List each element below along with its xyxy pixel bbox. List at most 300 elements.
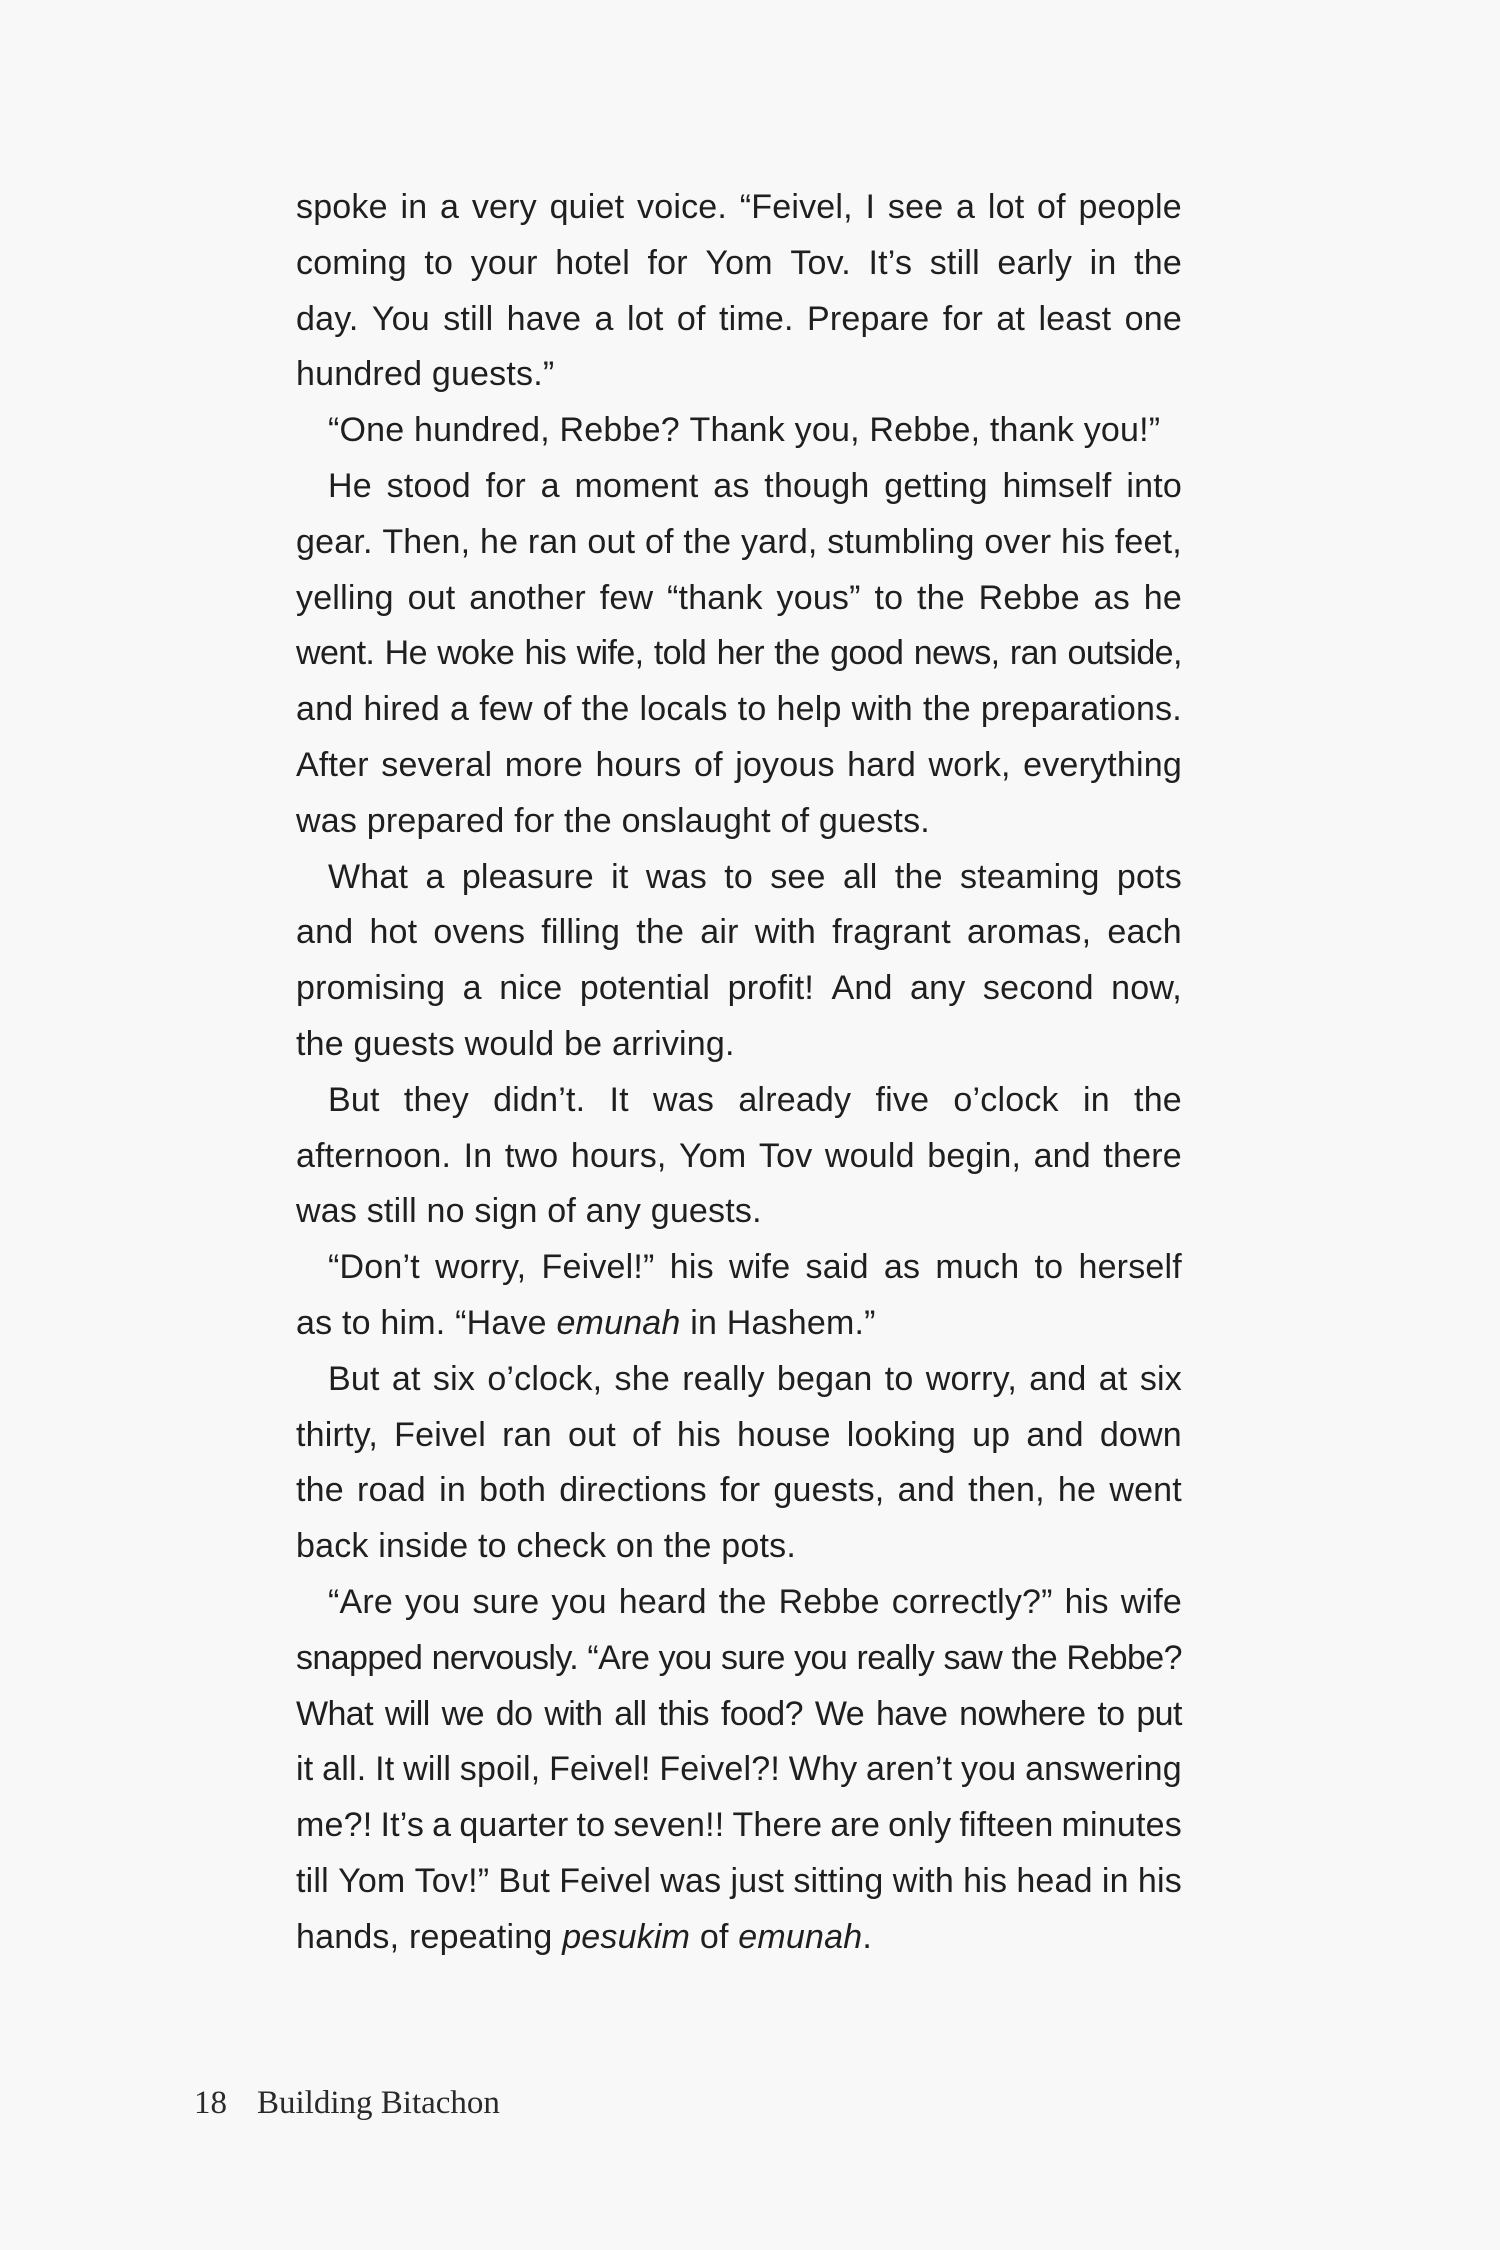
word: was (645, 857, 707, 896)
word: ran (502, 1415, 552, 1454)
word: hands, (296, 1917, 400, 1956)
word: Feivel (394, 1415, 487, 1454)
word: his (676, 1415, 721, 1454)
word: profit! (727, 969, 815, 1008)
word: another (469, 578, 586, 617)
word: It (375, 1750, 395, 1789)
word: feet, (1114, 522, 1182, 561)
word: worry, (435, 1248, 527, 1287)
word: It’s (868, 243, 913, 282)
word: see (887, 188, 944, 226)
text-line (296, 1519, 1182, 1575)
word: voice. (637, 188, 728, 226)
word: would (824, 1136, 915, 1175)
word: went. (296, 634, 375, 673)
word: the (718, 1582, 767, 1621)
word: Rebbe (978, 578, 1080, 617)
word: for (485, 466, 526, 505)
word: thank (989, 411, 1075, 450)
word: really (856, 1638, 935, 1677)
word: still (366, 1192, 417, 1231)
word: the (296, 1024, 344, 1063)
word: aromas, (967, 913, 1092, 952)
word: food? (720, 1694, 803, 1733)
word: out (568, 1415, 616, 1454)
word: emunah. (738, 1917, 873, 1956)
word: began (776, 1359, 873, 1398)
word: do (495, 1694, 533, 1733)
word: “Have (455, 1303, 547, 1342)
word: In (463, 1136, 493, 1175)
word: onslaught (621, 801, 771, 840)
text-line (296, 738, 1182, 794)
text-line (296, 180, 1182, 236)
text-line (296, 1742, 1182, 1798)
word: pots (1116, 857, 1182, 896)
word: potential (579, 969, 711, 1008)
word: him. (380, 1303, 446, 1342)
word: pleasure (461, 857, 594, 896)
word: we (441, 1694, 484, 1733)
text-line (296, 347, 1182, 403)
word: news, (913, 634, 1000, 673)
word: few (479, 690, 533, 729)
word: still (443, 299, 494, 338)
word: see (770, 857, 826, 896)
word: Rebbe, (869, 411, 981, 450)
word: of (693, 745, 723, 784)
word: Yom (338, 1861, 406, 1900)
word: though (764, 466, 870, 505)
word: five (875, 1080, 930, 1119)
word: will (384, 1694, 430, 1733)
word: are (830, 1806, 881, 1845)
word: Yom (679, 1136, 747, 1175)
word: Thank (689, 411, 785, 450)
word: you, (794, 411, 860, 450)
word: fifteen (959, 1806, 1054, 1845)
word: Rebbe (778, 1582, 880, 1621)
word: We (814, 1694, 865, 1733)
word: emunah (556, 1303, 681, 1342)
word: afternoon. (296, 1136, 452, 1175)
word: very (471, 188, 537, 226)
word: yous” (776, 578, 861, 617)
word: least (1038, 299, 1112, 338)
word: no (426, 1192, 465, 1231)
word: all (842, 857, 878, 896)
word: hot (369, 913, 418, 952)
word: “One (328, 411, 405, 450)
text-line (296, 1184, 1182, 1240)
word: out (587, 522, 636, 561)
word: to (1097, 1694, 1125, 1733)
word: over (984, 522, 1052, 561)
word: at (1098, 1359, 1128, 1398)
word: for (719, 1471, 761, 1510)
page-footer (194, 2085, 500, 2122)
word: up (972, 1415, 1011, 1454)
word: his (669, 1248, 714, 1287)
word: You (371, 299, 430, 338)
word: “Are (587, 1638, 650, 1677)
word: and (296, 690, 354, 729)
word: But (328, 1080, 380, 1119)
word: a (956, 188, 976, 226)
word: It (609, 1080, 629, 1119)
body-text (296, 180, 1182, 1966)
word: was (660, 1861, 722, 1900)
text-line (296, 626, 1182, 682)
word: much (935, 1248, 1020, 1287)
word: “Don’t (328, 1248, 420, 1287)
text-line (296, 292, 1182, 348)
word: directions (559, 1471, 707, 1510)
text-line (296, 1463, 1182, 1519)
word: then, (968, 1471, 1045, 1510)
word: a (440, 188, 460, 226)
word: his (524, 634, 567, 673)
word: really (682, 1359, 765, 1398)
word: But (498, 1861, 551, 1900)
word: woke (437, 634, 515, 673)
word: stumbling (827, 522, 975, 561)
text-line (296, 403, 1182, 459)
word: of (631, 1415, 661, 1454)
word: the (636, 913, 685, 952)
text-line (296, 1017, 1182, 1073)
word: you (658, 1638, 712, 1677)
word: would (464, 1024, 555, 1063)
word: o’clock, (487, 1359, 603, 1398)
word: Feivel!” (541, 1248, 655, 1287)
word: nice (499, 969, 563, 1008)
text-line (296, 1073, 1182, 1129)
word: your (470, 243, 538, 282)
word: any (910, 969, 966, 1008)
word: at (391, 1359, 421, 1398)
text-line (296, 850, 1182, 906)
word: still (929, 243, 980, 282)
word: you (960, 1750, 1017, 1789)
word: sitting (793, 1861, 884, 1900)
word: spoke (296, 188, 388, 226)
word: correctly?” (891, 1582, 1053, 1621)
word: each (1107, 913, 1182, 952)
word: seven!! (613, 1806, 725, 1845)
word: coming (296, 243, 407, 282)
word: the (1011, 1638, 1058, 1677)
word: hundred (296, 355, 423, 394)
word: What (328, 857, 409, 896)
word: her (716, 634, 764, 673)
word: several (381, 745, 493, 784)
word: outside, (1067, 634, 1182, 673)
word: Feivel?! (659, 1750, 780, 1789)
word: the (564, 801, 612, 840)
word: hired (363, 690, 440, 729)
word: told (653, 634, 707, 673)
text-line (296, 1408, 1182, 1464)
word: air (700, 913, 739, 952)
word: have (875, 1694, 948, 1733)
word: yard, (740, 522, 818, 561)
word: saw (943, 1638, 1003, 1677)
word: Yom (705, 243, 773, 282)
word: ovens (433, 913, 526, 952)
word: Feivel (559, 1861, 652, 1900)
word: out (407, 578, 456, 617)
word: gear. (296, 522, 373, 561)
word: lot (627, 299, 664, 338)
word: you (551, 1582, 607, 1621)
word: now, (1111, 969, 1182, 1008)
text-line (296, 905, 1182, 961)
word: minutes (1061, 1806, 1182, 1845)
word: into (1126, 466, 1182, 505)
word: of (547, 1192, 576, 1231)
word: sure (472, 1582, 540, 1621)
word: promising (296, 969, 446, 1008)
word: It’s (380, 1806, 425, 1845)
word: his (1064, 1582, 1109, 1621)
word: six (1139, 1359, 1182, 1398)
word: for (514, 801, 555, 840)
word: six (432, 1359, 476, 1398)
text-line (296, 1798, 1182, 1854)
word: with (892, 1861, 954, 1900)
word: quiet (549, 188, 625, 226)
word: filling (541, 913, 621, 952)
word: aren’t (866, 1750, 953, 1789)
word: There (732, 1806, 823, 1845)
word: you!” (1083, 411, 1161, 450)
text-line (296, 1296, 1182, 1352)
word: with (754, 913, 817, 952)
word: Rebbe? (559, 411, 680, 450)
word: o’clock (953, 1080, 1059, 1119)
word: lot (987, 188, 1025, 226)
text-line (296, 1910, 1182, 1966)
word: to (424, 243, 454, 282)
word: for (942, 299, 983, 338)
word: guests (353, 1024, 455, 1063)
word: and (1029, 1359, 1087, 1398)
word: getting (884, 466, 988, 505)
word: of (699, 1917, 729, 1956)
word: looking (846, 1415, 956, 1454)
word: repeating (408, 1917, 553, 1956)
word: to (874, 578, 904, 617)
word: at (996, 299, 1026, 338)
word: himself (1002, 466, 1112, 505)
word: this (658, 1694, 709, 1733)
word: second (982, 969, 1094, 1008)
word: He (384, 634, 427, 673)
word: in (400, 188, 428, 226)
word: to (1034, 1248, 1064, 1287)
word: snapped (296, 1638, 423, 1677)
page-number: 18 (194, 2085, 227, 2121)
word: wife (729, 1248, 791, 1287)
word: there (1103, 1136, 1182, 1175)
word: guests, (773, 1471, 885, 1510)
word: put (1136, 1694, 1182, 1733)
word: pesukim (562, 1917, 691, 1956)
word: of (1037, 188, 1066, 226)
word: of (780, 801, 810, 840)
text-line (296, 1240, 1182, 1296)
word: down (1099, 1415, 1182, 1454)
word: a (432, 1806, 452, 1845)
word: hundred, (414, 411, 550, 450)
word: moment (574, 466, 699, 505)
word: nowhere (959, 1694, 1086, 1733)
word: till (296, 1861, 329, 1900)
word: head (1016, 1861, 1093, 1900)
word: fragrant (832, 913, 951, 952)
text-line (296, 571, 1182, 627)
word: few (599, 578, 654, 617)
word: and (296, 913, 354, 952)
word: in (690, 1303, 718, 1342)
word: ran (527, 522, 578, 561)
word: house (737, 1415, 831, 1454)
word: herself (1078, 1248, 1182, 1287)
word: Prepare (807, 299, 930, 338)
word: for (647, 243, 688, 282)
word: hours (595, 745, 682, 784)
word: with (544, 1694, 603, 1733)
word: hotel (555, 243, 630, 282)
word: as (1093, 578, 1130, 617)
word: to (477, 1527, 507, 1566)
word: road (357, 1471, 426, 1510)
word: Rebbe? (1066, 1638, 1182, 1677)
word: will (403, 1750, 452, 1789)
word: the (916, 578, 965, 617)
word: check (516, 1527, 607, 1566)
word: sure (721, 1638, 785, 1677)
word: the (894, 857, 943, 896)
word: any (585, 1192, 642, 1231)
word: of (644, 522, 674, 561)
word: a (450, 690, 470, 729)
word: both (479, 1471, 547, 1510)
word: “thank (667, 578, 763, 617)
word: people (1078, 188, 1182, 226)
word: He (328, 466, 372, 505)
word: it (296, 1750, 314, 1789)
word: worry, (925, 1359, 1017, 1398)
word: day. (296, 299, 359, 338)
word: me?! (296, 1806, 373, 1845)
word: good (830, 634, 904, 673)
text-line (296, 515, 1182, 571)
word: Tov (758, 1136, 813, 1175)
word: you (794, 1638, 848, 1677)
word: he (1057, 1471, 1097, 1510)
word: she (614, 1359, 670, 1398)
word: two (504, 1136, 559, 1175)
word: was (296, 1192, 358, 1231)
word: wife, (576, 634, 644, 673)
word: work, (928, 745, 1011, 784)
word: he (1143, 578, 1182, 617)
word: only (888, 1806, 952, 1845)
word: spoil, (459, 1750, 541, 1789)
word: went (1109, 1471, 1182, 1510)
word: arriving. (611, 1024, 735, 1063)
word: as (883, 1248, 921, 1287)
word: But (328, 1359, 380, 1398)
text-line (296, 236, 1182, 292)
book-title: Building Bitachon (257, 2085, 500, 2121)
word: the (581, 690, 630, 729)
word: to (724, 857, 753, 896)
word: heard (618, 1582, 707, 1621)
word: of (676, 299, 706, 338)
word: prepared (366, 801, 505, 840)
word: have (506, 299, 582, 338)
word: preparations. (980, 690, 1182, 729)
word: they (403, 1080, 469, 1119)
word: guests. (650, 1192, 762, 1231)
word: more (504, 745, 583, 784)
word: joyous (735, 745, 835, 784)
word: And (831, 969, 893, 1008)
word: was (653, 1080, 715, 1119)
word: everything (1023, 745, 1182, 784)
word: Why (788, 1750, 858, 1789)
word: yelling (296, 578, 394, 617)
word: said (805, 1248, 869, 1287)
word: the (296, 1471, 344, 1510)
word: it (611, 857, 629, 896)
word: and (1026, 1415, 1084, 1454)
text-line (296, 1129, 1182, 1185)
word: you (405, 1582, 461, 1621)
word: in (1082, 1080, 1110, 1119)
word: “Feivel, (739, 188, 853, 226)
word: guests.” (431, 355, 555, 394)
word: the (1134, 1080, 1182, 1119)
word: just (730, 1861, 785, 1900)
word: the (1134, 243, 1182, 282)
word: steaming (960, 857, 1100, 896)
word: his (1060, 522, 1106, 561)
word: early (997, 243, 1073, 282)
word: to (884, 1359, 914, 1398)
word: all. (322, 1750, 367, 1789)
word: hard (847, 745, 916, 784)
text-line (296, 1631, 1182, 1687)
word: nervously. (431, 1638, 579, 1677)
text-line (296, 459, 1182, 515)
word: be (564, 1024, 603, 1063)
word: guests. (818, 801, 930, 840)
word: inside (378, 1527, 469, 1566)
word: back (296, 1527, 369, 1566)
word: and (897, 1471, 955, 1510)
word: with (851, 690, 913, 729)
word: to (576, 1806, 606, 1845)
word: didn’t. (493, 1080, 586, 1119)
word: ran (1009, 634, 1058, 673)
word: locals (639, 690, 728, 729)
word: in (1089, 243, 1117, 282)
text-line (296, 794, 1182, 850)
